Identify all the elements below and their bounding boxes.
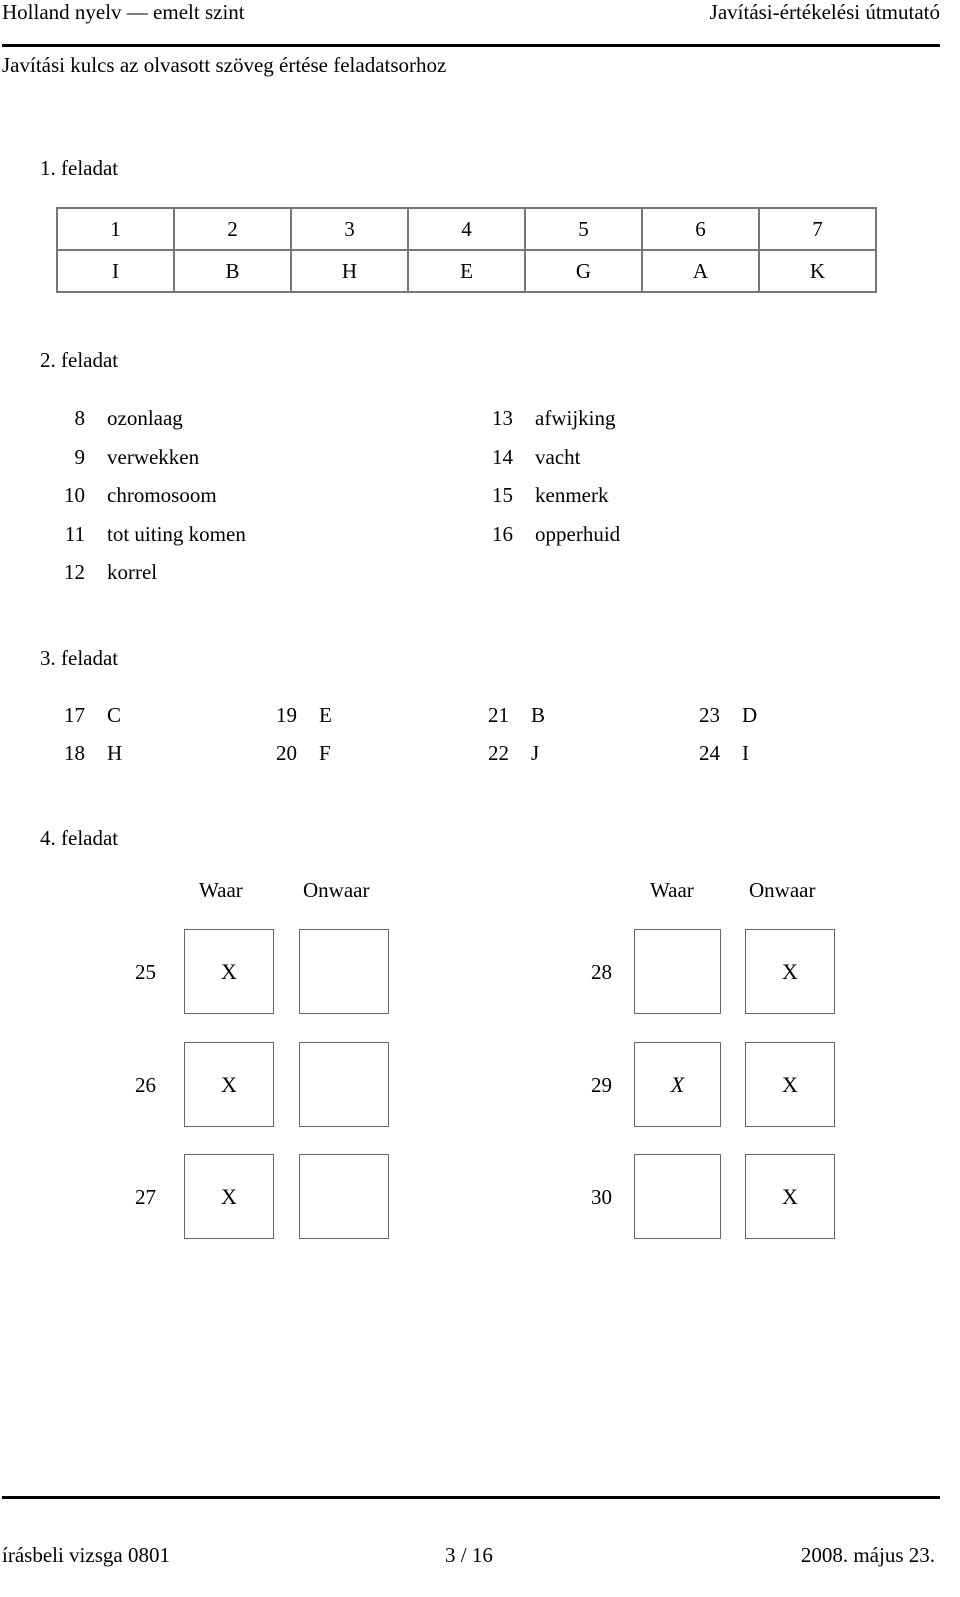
item-number: 16	[492, 522, 513, 546]
item-number: 26	[135, 1073, 156, 1097]
item-number: 24	[699, 741, 720, 765]
item-word: tot uiting komen	[107, 522, 246, 546]
task1-number-row	[57, 208, 876, 250]
item-number: 28	[591, 960, 612, 984]
answer-box-onwaar: X	[745, 1042, 835, 1127]
item-number: 9	[74, 445, 85, 469]
item-number: 18	[64, 741, 85, 765]
answer-box-waar: X	[184, 929, 274, 1014]
answer-box-waar	[634, 929, 721, 1014]
table-cell: 7	[759, 208, 876, 250]
table-cell: 5	[525, 208, 642, 250]
item-word: korrel	[107, 560, 158, 584]
item-number: 11	[64, 522, 85, 546]
answer-box-waar: X	[184, 1042, 274, 1127]
page-subtitle: Javítási kulcs az olvasott szöveg értése feladatsorhoz	[2, 53, 447, 77]
table-cell: A	[642, 250, 759, 292]
answer-box-onwaar: X	[745, 1154, 835, 1239]
answer-box-waar: X	[634, 1042, 721, 1127]
item-number: 20	[276, 741, 297, 765]
item-number: 19	[276, 703, 297, 727]
table-cell: 3	[291, 208, 408, 250]
item-word: ozonlaag	[107, 406, 183, 430]
item-answer: D	[742, 703, 758, 727]
item-answer: F	[319, 741, 331, 765]
item-number: 29	[591, 1073, 612, 1097]
footer-date: 2008. május 23.	[800, 1543, 935, 1567]
item-answer: C	[107, 703, 122, 727]
item-number: 12	[64, 560, 85, 584]
answer-box-onwaar: X	[745, 929, 835, 1014]
footer-rule	[2, 1496, 940, 1499]
table-cell: I	[57, 250, 174, 292]
task1-label: 1. feladat	[40, 156, 119, 180]
footer-exam-code: írásbeli vizsga 0801	[2, 1543, 170, 1567]
table-cell: 1	[57, 208, 174, 250]
item-number: 10	[64, 483, 85, 507]
header-subject: Holland nyelv — emelt szint	[2, 0, 245, 24]
answer-box-onwaar	[299, 1042, 389, 1127]
item-answer: B	[531, 703, 546, 727]
table-cell: 2	[174, 208, 291, 250]
answer-box-onwaar	[299, 1154, 389, 1239]
item-number: 17	[64, 703, 85, 727]
item-number: 8	[74, 406, 85, 430]
footer-page-number: 3 / 16	[445, 1543, 493, 1567]
table-cell: B	[174, 250, 291, 292]
item-number: 13	[492, 406, 513, 430]
item-number: 25	[135, 960, 156, 984]
table-cell: K	[759, 250, 876, 292]
item-answer: I	[742, 741, 749, 765]
item-answer: H	[107, 741, 123, 765]
task2-label: 2. feladat	[40, 348, 119, 372]
header-doc-type: Javítási-értékelési útmutató	[709, 0, 940, 24]
item-number: 15	[492, 483, 513, 507]
item-word: vacht	[535, 445, 581, 469]
item-number: 27	[135, 1185, 156, 1209]
item-word: verwekken	[107, 445, 200, 469]
column-header-waar: Waar	[199, 878, 243, 902]
task3-label: 3. feladat	[40, 646, 119, 670]
answer-box-waar	[634, 1154, 721, 1239]
item-answer: E	[319, 703, 332, 727]
item-word: opperhuid	[535, 522, 621, 546]
answer-box-waar: X	[184, 1154, 274, 1239]
table-cell: 4	[408, 208, 525, 250]
answer-box-onwaar	[299, 929, 389, 1014]
task1-table	[56, 207, 877, 293]
item-number: 14	[492, 445, 513, 469]
item-word: kenmerk	[535, 483, 609, 507]
column-header-onwaar: Onwaar	[749, 878, 816, 902]
column-header-waar: Waar	[650, 878, 694, 902]
task1-answer-row	[57, 250, 876, 292]
item-number: 30	[591, 1185, 612, 1209]
task4-label: 4. feladat	[40, 826, 119, 850]
item-word: afwijking	[535, 406, 616, 430]
item-number: 23	[699, 703, 720, 727]
table-cell: G	[525, 250, 642, 292]
table-cell: H	[291, 250, 408, 292]
table-cell: E	[408, 250, 525, 292]
item-word: chromosoom	[107, 483, 217, 507]
item-number: 21	[488, 703, 509, 727]
item-answer: J	[531, 741, 540, 765]
table-cell: 6	[642, 208, 759, 250]
column-header-onwaar: Onwaar	[303, 878, 370, 902]
header-rule	[2, 44, 940, 47]
item-number: 22	[488, 741, 509, 765]
